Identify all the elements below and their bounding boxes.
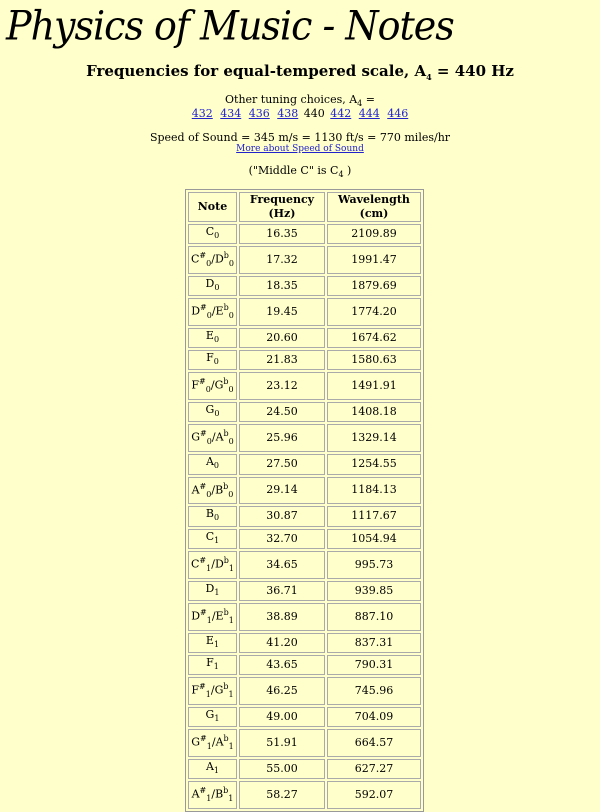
note-name: C — [205, 529, 215, 543]
note-octave: 1 — [228, 689, 234, 699]
note-cell — [188, 707, 237, 727]
tuning-eq: = — [362, 93, 375, 106]
sharp-symbol: # — [199, 251, 207, 261]
note-cell — [188, 655, 237, 675]
tuning-label — [0, 93, 600, 108]
note-cell — [188, 506, 237, 526]
title-rest: = 440 Hz — [431, 62, 514, 80]
tuning-link-438[interactable]: 438 — [277, 107, 299, 120]
frequency-cell: 46.25 — [239, 677, 325, 705]
note-cell: $A^{\#}_1/B^b_1$ — [188, 781, 237, 809]
table-row — [188, 276, 421, 296]
note-octave: 0 — [214, 231, 220, 241]
wavelength-cell: 995.73 — [327, 551, 421, 579]
note-name: E — [205, 633, 214, 647]
note-sharp-name: F — [191, 683, 200, 697]
note-octave: 0 — [228, 489, 234, 499]
sharp-symbol: # — [200, 429, 207, 439]
frequency-cell: 29.14 — [239, 477, 325, 505]
table-row — [188, 350, 421, 370]
note-octave: 1 — [228, 563, 234, 573]
speed-link-wrap — [0, 144, 600, 154]
speed-of-sound: Speed of Sound = 345 m/s = 1130 ft/s = 770 miles/hr — [149, 131, 451, 144]
sharp-symbol: # — [199, 681, 206, 691]
frequency-cell: 17.32 — [239, 246, 325, 274]
wavelength-cell: 592.07 — [327, 781, 421, 809]
note-name: C — [205, 225, 215, 238]
frequency-cell: 18.35 — [239, 276, 325, 296]
wavelength-cell: 837.31 — [327, 633, 421, 653]
flat-symbol: b — [223, 555, 229, 565]
middle-c-text: ("Middle C" is C — [248, 164, 339, 177]
note-octave: 0 — [206, 259, 212, 269]
table-header — [188, 192, 421, 222]
table-row — [188, 506, 421, 526]
note-octave: 1 — [206, 563, 212, 573]
wavelength-cell: 1991.47 — [327, 246, 421, 274]
note-octave: 0 — [213, 335, 220, 345]
note-octave: 1 — [228, 793, 234, 803]
note-octave: 1 — [213, 766, 220, 776]
table-row — [188, 424, 421, 452]
note-cell — [188, 276, 237, 296]
wavelength-cell: 790.31 — [327, 655, 421, 675]
table-row — [188, 328, 421, 348]
frequency-cell: 36.71 — [239, 581, 325, 601]
note-cell — [188, 581, 237, 601]
note-sharp-name: D — [191, 609, 201, 623]
note-cell — [188, 224, 237, 244]
note-name: G — [205, 707, 215, 721]
note-octave: 0 — [228, 385, 234, 395]
frequency-cell: 38.89 — [239, 603, 325, 631]
note-octave: 0 — [228, 259, 234, 269]
table-row — [188, 298, 421, 326]
wavelength-cell: 887.10 — [327, 603, 421, 631]
note-octave: 0 — [205, 385, 211, 395]
table-row — [188, 677, 421, 705]
table-row — [188, 372, 421, 400]
note-name: A — [205, 759, 214, 773]
flat-symbol: b — [223, 481, 229, 491]
wavelength-cell: 1054.94 — [327, 529, 421, 549]
frequency-cell: 20.60 — [239, 328, 325, 348]
note-sharp-name: A — [191, 483, 200, 497]
note-cell — [188, 350, 237, 370]
frequency-cell: 16.35 — [239, 224, 325, 244]
wavelength-cell: 1117.67 — [327, 506, 421, 526]
tuning-current: 440 — [303, 107, 325, 120]
wavelength-cell: 1408.18 — [327, 402, 421, 422]
frequency-cell: 43.65 — [239, 655, 325, 675]
tuning-links — [0, 107, 600, 120]
note-octave: 1 — [213, 661, 219, 671]
note-sharp-name: D — [191, 304, 201, 318]
note-cell: $C^{\#}_0/D^b_0$ — [188, 246, 237, 274]
note-sharp-name: C — [191, 252, 200, 266]
note-octave: 1 — [228, 615, 234, 625]
table-row — [188, 224, 421, 244]
wavelength-cell: 1580.63 — [327, 350, 421, 370]
note-flat-name: G — [214, 379, 224, 393]
middle-c-sub: 4 — [338, 170, 344, 180]
frequency-cell: 32.70 — [239, 529, 325, 549]
note-cell: $G^{\#}_0/A^b_0$ — [188, 424, 237, 452]
note-cell: $A^{\#}_0/B^b_0$ — [188, 477, 237, 505]
table-row — [188, 581, 421, 601]
note-name: F — [206, 351, 214, 365]
flat-symbol: b — [223, 377, 229, 387]
frequency-cell: 27.50 — [239, 454, 325, 474]
flat-symbol: b — [223, 251, 229, 261]
note-cell: $D^{\#}_1/E^b_1$ — [188, 603, 237, 631]
middle-c-note — [0, 164, 600, 179]
tuning-link-436[interactable]: 436 — [248, 107, 270, 120]
wavelength-cell: 664.57 — [327, 729, 421, 757]
frequency-cell: 30.87 — [239, 506, 325, 526]
note-cell: $C^{\#}_1/D^b_1$ — [188, 551, 237, 579]
frequency-cell: 49.00 — [239, 707, 325, 727]
note-cell: $G^{\#}_1/A^b_1$ — [188, 729, 237, 757]
flat-symbol: b — [223, 303, 229, 313]
table-row — [188, 781, 421, 809]
header-wavelength: Wavelength (cm) — [327, 192, 421, 222]
note-octave: 0 — [213, 357, 219, 367]
note-flat-name: E — [215, 304, 224, 318]
frequency-table — [185, 189, 424, 812]
note-octave: 0 — [206, 311, 212, 321]
note-flat-name: B — [215, 787, 224, 801]
table-row — [188, 246, 421, 274]
note-octave: 1 — [206, 615, 212, 625]
flat-symbol: b — [223, 429, 229, 439]
note-octave: 1 — [206, 741, 212, 751]
note-flat-name: A — [215, 735, 224, 749]
table-row — [188, 551, 421, 579]
note-sharp-name: F — [191, 379, 200, 393]
middle-c-end: ) — [343, 164, 352, 177]
note-name: A — [205, 455, 214, 469]
flat-symbol: b — [223, 786, 229, 796]
note-name: B — [205, 507, 214, 521]
note-octave: 1 — [213, 639, 220, 649]
tuning-link-442[interactable]: 442 — [330, 107, 352, 120]
frequency-cell: 34.65 — [239, 551, 325, 579]
tuning-text: Other tuning choices, A — [225, 93, 358, 106]
sharp-symbol: # — [199, 481, 207, 491]
note-octave: 1 — [206, 793, 212, 803]
note-octave: 0 — [213, 513, 220, 523]
table-row — [188, 529, 421, 549]
wavelength-cell: 1879.69 — [327, 276, 421, 296]
note-name: D — [205, 277, 215, 291]
tuning-sub: 4 — [357, 99, 363, 109]
note-flat-name: E — [215, 609, 224, 623]
note-cell — [188, 328, 237, 348]
note-sharp-name: G — [191, 735, 201, 749]
sharp-symbol: # — [199, 555, 207, 565]
note-sharp-name: G — [191, 431, 201, 445]
frequency-cell: 24.50 — [239, 402, 325, 422]
flat-symbol: b — [223, 681, 229, 691]
note-cell: $D^{\#}_0/E^b_0$ — [188, 298, 237, 326]
flat-symbol: b — [223, 734, 229, 743]
note-cell: $F^{\#}_1/G^b_1$ — [188, 677, 237, 705]
frequency-cell: 41.20 — [239, 633, 325, 653]
sharp-symbol: # — [200, 303, 207, 313]
note-name: F — [206, 655, 214, 669]
note-octave: 1 — [205, 689, 211, 699]
note-name: D — [205, 581, 215, 595]
page-title — [0, 62, 600, 82]
flat-symbol: b — [223, 607, 229, 617]
note-octave: 1 — [214, 714, 220, 723]
table-row — [188, 603, 421, 631]
note-octave: 0 — [213, 461, 220, 471]
note-flat-name: D — [214, 252, 224, 266]
note-cell — [188, 633, 237, 653]
note-octave: 0 — [214, 409, 220, 419]
table-row — [188, 655, 421, 675]
frequency-cell: 23.12 — [239, 372, 325, 400]
sharp-symbol: # — [200, 607, 207, 617]
wavelength-cell: 1674.62 — [327, 328, 421, 348]
note-flat-name: D — [214, 557, 224, 571]
wavelength-cell: 1254.55 — [327, 454, 421, 474]
table-row — [188, 729, 421, 757]
frequency-cell: 19.45 — [239, 298, 325, 326]
wavelength-cell: 939.85 — [327, 581, 421, 601]
wavelength-cell: 1329.14 — [327, 424, 421, 452]
note-octave: 1 — [214, 587, 220, 597]
note-octave: 1 — [214, 535, 220, 545]
note-octave: 0 — [206, 489, 212, 499]
note-cell — [188, 402, 237, 422]
note-cell: $F^{\#}_0/G^b_0$ — [188, 372, 237, 400]
header-frequency: Frequency (Hz) — [239, 192, 325, 222]
table-row — [188, 759, 421, 779]
note-octave: 0 — [214, 283, 220, 293]
wavelength-cell: 1774.20 — [327, 298, 421, 326]
table-row — [188, 707, 421, 727]
page-logo: Physics of Music - Notes — [6, 2, 454, 50]
wavelength-cell: 627.27 — [327, 759, 421, 779]
wavelength-cell: 1184.13 — [327, 477, 421, 505]
speed-of-sound-link[interactable]: More about Speed of Sound — [236, 144, 364, 154]
title-text: Frequencies for equal-tempered scale, A — [86, 62, 427, 80]
header-note: Note — [188, 192, 237, 222]
note-octave: 0 — [228, 311, 234, 321]
frequency-cell: 58.27 — [239, 781, 325, 809]
note-octave: 0 — [228, 437, 234, 447]
wavelength-cell: 704.09 — [327, 707, 421, 727]
frequency-cell: 51.91 — [239, 729, 325, 757]
sharp-symbol: # — [200, 734, 207, 743]
frequency-cell: 25.96 — [239, 424, 325, 452]
note-name: G — [205, 403, 215, 417]
note-name: E — [205, 329, 214, 343]
note-cell — [188, 759, 237, 779]
title-sub: 4 — [426, 72, 432, 82]
wavelength-cell: 745.96 — [327, 677, 421, 705]
table-row — [188, 633, 421, 653]
table-row — [188, 402, 421, 422]
sharp-symbol: # — [199, 377, 206, 387]
note-octave: 1 — [228, 741, 234, 751]
note-cell — [188, 454, 237, 474]
note-cell — [188, 529, 237, 549]
note-flat-name: B — [215, 483, 224, 497]
tuning-link-446[interactable]: 446 — [387, 107, 409, 120]
tuning-link-434[interactable]: 434 — [220, 107, 242, 120]
tuning-link-432[interactable]: 432 — [191, 107, 213, 120]
table-row — [188, 454, 421, 474]
note-octave: 0 — [206, 437, 212, 447]
note-flat-name: A — [215, 431, 224, 445]
note-flat-name: G — [214, 683, 224, 697]
tuning-link-444[interactable]: 444 — [358, 107, 380, 120]
wavelength-cell: 2109.89 — [327, 224, 421, 244]
wavelength-cell: 1491.91 — [327, 372, 421, 400]
note-sharp-name: A — [191, 787, 200, 801]
note-sharp-name: C — [191, 557, 200, 571]
frequency-cell: 21.83 — [239, 350, 325, 370]
sharp-symbol: # — [199, 786, 207, 796]
frequency-cell: 55.00 — [239, 759, 325, 779]
table-row — [188, 477, 421, 505]
